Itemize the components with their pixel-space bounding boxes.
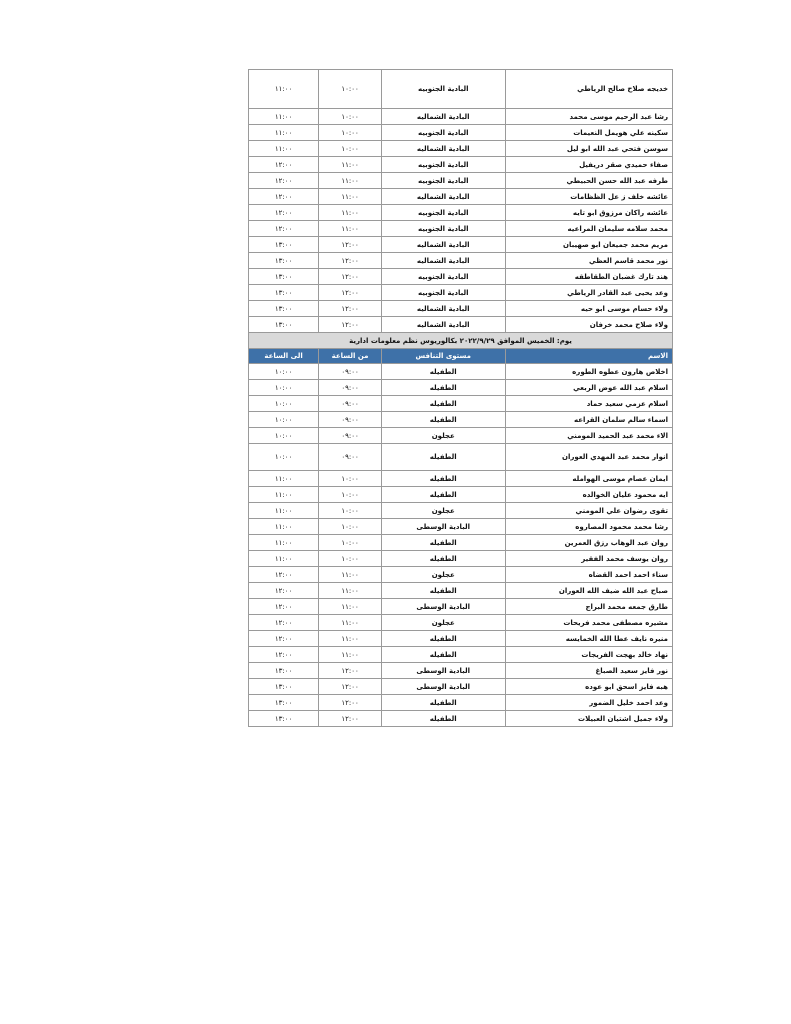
from-time-cell: ١٠:٠٠ (319, 535, 382, 551)
header-name: الاسم (505, 349, 673, 364)
from-time-cell: ١٠:٠٠ (319, 519, 382, 535)
to-time-cell: ١٣:٠٠ (249, 237, 319, 253)
to-time-cell: ١٢:٠٠ (249, 631, 319, 647)
level-cell: عجلون (381, 503, 505, 519)
level-cell: البادية الجنوبيه (381, 205, 505, 221)
to-time-cell: ١٢:٠٠ (249, 173, 319, 189)
level-cell: الطفيله (381, 487, 505, 503)
student-name-cell: سناء احمد احمد القضاه (505, 567, 673, 583)
to-time-cell: ١١:٠٠ (249, 70, 319, 109)
from-time-cell: ١٠:٠٠ (319, 551, 382, 567)
table-row (249, 631, 673, 647)
level-cell: البادية الوسطى (381, 599, 505, 615)
table-row (249, 253, 673, 269)
level-cell: البادية الجنوبيه (381, 269, 505, 285)
level-cell: الطفيله (381, 647, 505, 663)
schedule-sheet (248, 69, 673, 727)
header-from: من الساعة (319, 349, 382, 364)
from-time-cell: ١١:٠٠ (319, 647, 382, 663)
table-row (249, 221, 673, 237)
level-cell: البادية الشماليه (381, 301, 505, 317)
to-time-cell: ١٠:٠٠ (249, 380, 319, 396)
to-time-cell: ١٣:٠٠ (249, 695, 319, 711)
to-time-cell: ١٢:٠٠ (249, 157, 319, 173)
to-time-cell: ١٣:٠٠ (249, 253, 319, 269)
to-time-cell: ١٠:٠٠ (249, 396, 319, 412)
from-time-cell: ١٠:٠٠ (319, 487, 382, 503)
student-name-cell: طرفه عبد الله حسن الحبيطي (505, 173, 673, 189)
to-time-cell: ١٢:٠٠ (249, 647, 319, 663)
table-row (249, 317, 673, 333)
section-banner-row (249, 333, 673, 349)
to-time-cell: ١٠:٠٠ (249, 412, 319, 428)
to-time-cell: ١٣:٠٠ (249, 711, 319, 727)
student-name-cell: ولاء جميل اشتيان العبيلات (505, 711, 673, 727)
student-name-cell: هند تارك غضبان الطقاطقه (505, 269, 673, 285)
student-name-cell: سكينه علي هويمل النعيمات (505, 125, 673, 141)
from-time-cell: ١١:٠٠ (319, 189, 382, 205)
level-cell: عجلون (381, 567, 505, 583)
table-row (249, 364, 673, 380)
table-row (249, 487, 673, 503)
student-name-cell: وعد احمد خليل الضمور (505, 695, 673, 711)
table-row (249, 583, 673, 599)
table-row (249, 396, 673, 412)
student-name-cell: الاء محمد عبد الحميد المومني (505, 428, 673, 444)
student-name-cell: ولاء حسام موسى ابو حيه (505, 301, 673, 317)
to-time-cell: ١٣:٠٠ (249, 663, 319, 679)
level-cell: البادية الشماليه (381, 253, 505, 269)
from-time-cell: ١١:٠٠ (319, 205, 382, 221)
level-cell: البادية الجنوبيه (381, 70, 505, 109)
level-cell: عجلون (381, 615, 505, 631)
student-name-cell: هبه فايز اسحق ابو عوده (505, 679, 673, 695)
from-time-cell: ١٢:٠٠ (319, 317, 382, 333)
to-time-cell: ١١:٠٠ (249, 503, 319, 519)
to-time-cell: ١١:٠٠ (249, 535, 319, 551)
to-time-cell: ١٢:٠٠ (249, 615, 319, 631)
from-time-cell: ١١:٠٠ (319, 173, 382, 189)
to-time-cell: ١٣:٠٠ (249, 285, 319, 301)
to-time-cell: ١٠:٠٠ (249, 444, 319, 471)
student-name-cell: صباح عبد الله ضيف الله العوران (505, 583, 673, 599)
student-name-cell: محمد سلامه سليمان المراعيه (505, 221, 673, 237)
student-name-cell: رشا عبد الرحيم موسى محمد (505, 109, 673, 125)
student-name-cell: نهاد خالد بهجت الفريجات (505, 647, 673, 663)
from-time-cell: ٠٩:٠٠ (319, 396, 382, 412)
student-name-cell: ايه محمود عليان الخوالده (505, 487, 673, 503)
from-time-cell: ٠٩:٠٠ (319, 412, 382, 428)
table-row (249, 205, 673, 221)
table-row (249, 711, 673, 727)
table-row (249, 412, 673, 428)
student-name-cell: طارق جمعه محمد البراج (505, 599, 673, 615)
schedule-table-body (249, 70, 673, 727)
student-name-cell: رشا محمد محمود المصاروه (505, 519, 673, 535)
to-time-cell: ١٢:٠٠ (249, 567, 319, 583)
table-row (249, 551, 673, 567)
table-row (249, 615, 673, 631)
from-time-cell: ١٠:٠٠ (319, 141, 382, 157)
level-cell: البادية الوسطى (381, 663, 505, 679)
level-cell: الطفيله (381, 631, 505, 647)
to-time-cell: ١١:٠٠ (249, 487, 319, 503)
student-name-cell: عائشه راكان مرزوق ابو تايه (505, 205, 673, 221)
level-cell: الطفيله (381, 444, 505, 471)
from-time-cell: ١٠:٠٠ (319, 70, 382, 109)
student-name-cell: ولاء صلاح محمد خرفان (505, 317, 673, 333)
table-row (249, 679, 673, 695)
from-time-cell: ٠٩:٠٠ (319, 428, 382, 444)
student-name-cell: خديجه صلاح صالح الرياطي (505, 70, 673, 109)
to-time-cell: ١٢:٠٠ (249, 583, 319, 599)
level-cell: البادية الوسطى (381, 679, 505, 695)
table-row (249, 599, 673, 615)
to-time-cell: ١٢:٠٠ (249, 221, 319, 237)
level-cell: الطفيله (381, 396, 505, 412)
table-row (249, 695, 673, 711)
level-cell: البادية الجنوبيه (381, 173, 505, 189)
student-name-cell: عائشه خلف ز عل الظظامات (505, 189, 673, 205)
to-time-cell: ١٣:٠٠ (249, 679, 319, 695)
to-time-cell: ١٢:٠٠ (249, 205, 319, 221)
table-row (249, 269, 673, 285)
level-cell: البادية الشماليه (381, 141, 505, 157)
table-row (249, 428, 673, 444)
student-name-cell: روان يوسف محمد الفقير (505, 551, 673, 567)
from-time-cell: ١١:٠٠ (319, 221, 382, 237)
from-time-cell: ١١:٠٠ (319, 567, 382, 583)
level-cell: الطفيله (381, 412, 505, 428)
table-row (249, 519, 673, 535)
student-name-cell: منيره نايف عطا الله الخمايسه (505, 631, 673, 647)
to-time-cell: ١٢:٠٠ (249, 189, 319, 205)
student-name-cell: مشيره مصطفى محمد فريحات (505, 615, 673, 631)
from-time-cell: ١٢:٠٠ (319, 269, 382, 285)
student-name-cell: مريم محمد جميعان ابو صهيبان (505, 237, 673, 253)
from-time-cell: ١٢:٠٠ (319, 711, 382, 727)
level-cell: الطفيله (381, 364, 505, 380)
from-time-cell: ١٢:٠٠ (319, 663, 382, 679)
table-row (249, 189, 673, 205)
to-time-cell: ١١:٠٠ (249, 141, 319, 157)
level-cell: البادية الجنوبيه (381, 125, 505, 141)
schedule-table (248, 69, 673, 727)
student-name-cell: صفاء حميدي صقر دريفيل (505, 157, 673, 173)
table-row (249, 141, 673, 157)
student-name-cell: اسلام عزمي سعيد حماد (505, 396, 673, 412)
level-cell: الطفيله (381, 551, 505, 567)
table-row (249, 237, 673, 253)
level-cell: البادية الوسطى (381, 519, 505, 535)
to-time-cell: ١٠:٠٠ (249, 364, 319, 380)
to-time-cell: ١٣:٠٠ (249, 317, 319, 333)
from-time-cell: ١٢:٠٠ (319, 695, 382, 711)
level-cell: البادية الشماليه (381, 237, 505, 253)
level-cell: عجلون (381, 428, 505, 444)
table-row (249, 301, 673, 317)
level-cell: الطفيله (381, 471, 505, 487)
level-cell: الطفيله (381, 380, 505, 396)
from-time-cell: ١٢:٠٠ (319, 237, 382, 253)
level-cell: الطفيله (381, 583, 505, 599)
to-time-cell: ١٠:٠٠ (249, 428, 319, 444)
from-time-cell: ١٢:٠٠ (319, 301, 382, 317)
table-row (249, 125, 673, 141)
from-time-cell: ٠٩:٠٠ (319, 444, 382, 471)
level-cell: البادية الشماليه (381, 189, 505, 205)
table-row (249, 380, 673, 396)
from-time-cell: ٠٩:٠٠ (319, 380, 382, 396)
from-time-cell: ١٠:٠٠ (319, 503, 382, 519)
table-row (249, 70, 673, 109)
level-cell: البادية الجنوبيه (381, 285, 505, 301)
student-name-cell: تقوى رضوان علي المومني (505, 503, 673, 519)
level-cell: البادية الجنوبيه (381, 157, 505, 173)
table-row (249, 647, 673, 663)
student-name-cell: نور محمد قاسم العظي (505, 253, 673, 269)
student-name-cell: وعد يحيى عبد القادر الرياطي (505, 285, 673, 301)
level-cell: البادية الشماليه (381, 109, 505, 125)
student-name-cell: انوار محمد عبد المهدي العوران (505, 444, 673, 471)
student-name-cell: نور فايز سعيد الصباغ (505, 663, 673, 679)
student-name-cell: ايمان عصام موسى الهوامله (505, 471, 673, 487)
level-cell: الطفيله (381, 711, 505, 727)
header-to: الى الساعة (249, 349, 319, 364)
from-time-cell: ١١:٠٠ (319, 583, 382, 599)
table-row (249, 471, 673, 487)
table-row (249, 567, 673, 583)
from-time-cell: ١١:٠٠ (319, 615, 382, 631)
student-name-cell: اخلاص هارون عطوه الطوره (505, 364, 673, 380)
to-time-cell: ١٣:٠٠ (249, 269, 319, 285)
from-time-cell: ١٠:٠٠ (319, 125, 382, 141)
student-name-cell: اسلام عبد الله عوض الربعي (505, 380, 673, 396)
to-time-cell: ١٢:٠٠ (249, 599, 319, 615)
table-row (249, 663, 673, 679)
table-row (249, 444, 673, 471)
header-level: مستوى التنافس (381, 349, 505, 364)
table-row (249, 285, 673, 301)
student-name-cell: سوسن فتحي عبد الله ابو ليل (505, 141, 673, 157)
table-row (249, 157, 673, 173)
from-time-cell: ١٢:٠٠ (319, 253, 382, 269)
table-header-row (249, 349, 673, 364)
to-time-cell: ١١:٠٠ (249, 519, 319, 535)
table-row (249, 503, 673, 519)
to-time-cell: ١١:٠٠ (249, 125, 319, 141)
table-row (249, 173, 673, 189)
section-banner: يوم: الخميس الموافق ٢٠٢٢/٩/٢٩ بكالوريوس نظم معلومات ادارية (249, 333, 673, 349)
from-time-cell: ١١:٠٠ (319, 157, 382, 173)
student-name-cell: روان عبد الوهاب رزق العمرين (505, 535, 673, 551)
table-row (249, 109, 673, 125)
from-time-cell: ٠٩:٠٠ (319, 364, 382, 380)
to-time-cell: ١٣:٠٠ (249, 301, 319, 317)
from-time-cell: ١٠:٠٠ (319, 471, 382, 487)
level-cell: البادية الجنوبيه (381, 221, 505, 237)
from-time-cell: ١١:٠٠ (319, 599, 382, 615)
from-time-cell: ١٢:٠٠ (319, 679, 382, 695)
from-time-cell: ١٢:٠٠ (319, 285, 382, 301)
level-cell: الطفيله (381, 695, 505, 711)
table-row (249, 535, 673, 551)
to-time-cell: ١١:٠٠ (249, 471, 319, 487)
level-cell: الطفيله (381, 535, 505, 551)
level-cell: البادية الشماليه (381, 317, 505, 333)
to-time-cell: ١١:٠٠ (249, 109, 319, 125)
to-time-cell: ١١:٠٠ (249, 551, 319, 567)
from-time-cell: ١١:٠٠ (319, 631, 382, 647)
student-name-cell: اسماء سالم سلمان القراعه (505, 412, 673, 428)
from-time-cell: ١٠:٠٠ (319, 109, 382, 125)
